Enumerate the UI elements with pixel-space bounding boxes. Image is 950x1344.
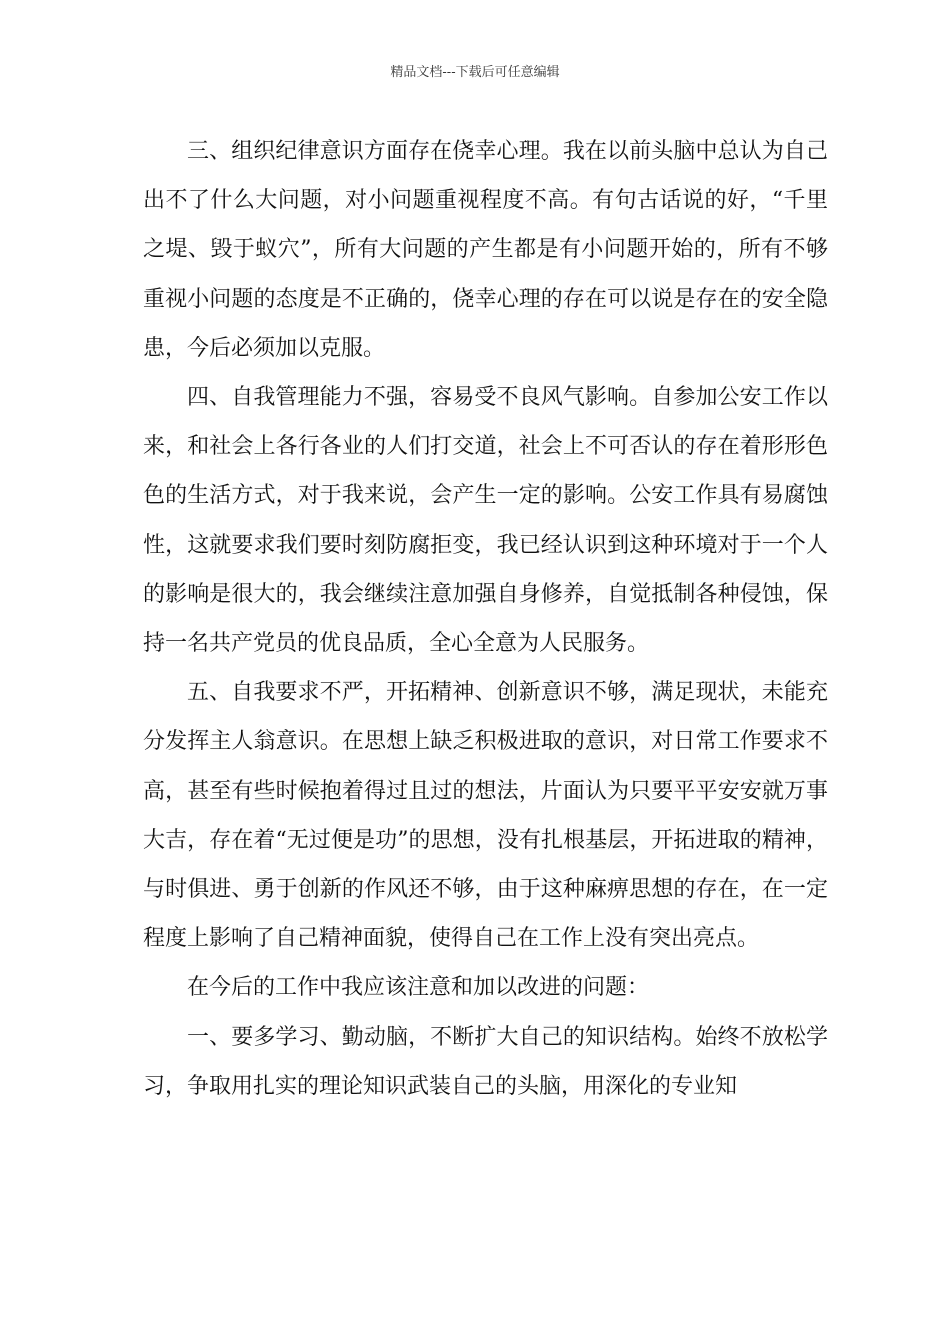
paragraph-improvement-1: 一、要多学习、勤动脑，不断扩大自己的知识结构。始终不放松学习，争取用扎实的理论知识武装自己的头脑，用深化的专业知 [143,1024,828,1099]
paragraph-section-4: 四、自我管理能力不强，容易受不良风气影响。自参加公安工作以来，和社会上各行各业的人们打交道，社会上不可否认的存在着形形色色的生活方式，对于我来说，会产生一定的影响。公安工作具有易腐蚀性，这就要求我们要时刻防腐拒变，我已经认识到这种环境对于一个人的影响是很大的，我会继续注意加强自身修养，自觉抵制各种侵蚀，保持一名共产党员的优良品质，全心全意为人民服务。 [143,385,828,657]
document-body [143,127,828,1111]
paragraph-improvements-intro: 在今后的工作中我应该注意和加以改进的问题： [187,975,650,1001]
paragraph-section-5: 五、自我要求不严，开拓精神、创新意识不够，满足现状，未能充分发挥主人翁意识。在思想上缺乏积极进取的意识，对日常工作要求不高，甚至有些时候抱着得过且过的想法，片面认为只要平平安安就万事大吉，存在着“无过便是功”的思想，没有扎根基层，开拓进取的精神，与时俱进、勇于创新的作风还不够，由于这种麻痹思想的存在，在一定程度上影响了自己精神面貌，使得自己在工作上没有突出亮点。 [143,680,828,952]
paragraph-section-3: 三、组织纪律意识方面存在侥幸心理。我在以前头脑中总认为自己出不了什么大问题，对小问题重视程度不高。有句古话说的好，“千里之堤、毁于蚁穴”，所有大问题的产生都是有小问题开始的，所有不够重视小问题的态度是不正确的，侥幸心理的存在可以说是存在的安全隐患，今后必须加以克服。 [143,139,828,361]
page-header: 精品文档---下载后可任意编辑 [390,65,560,80]
